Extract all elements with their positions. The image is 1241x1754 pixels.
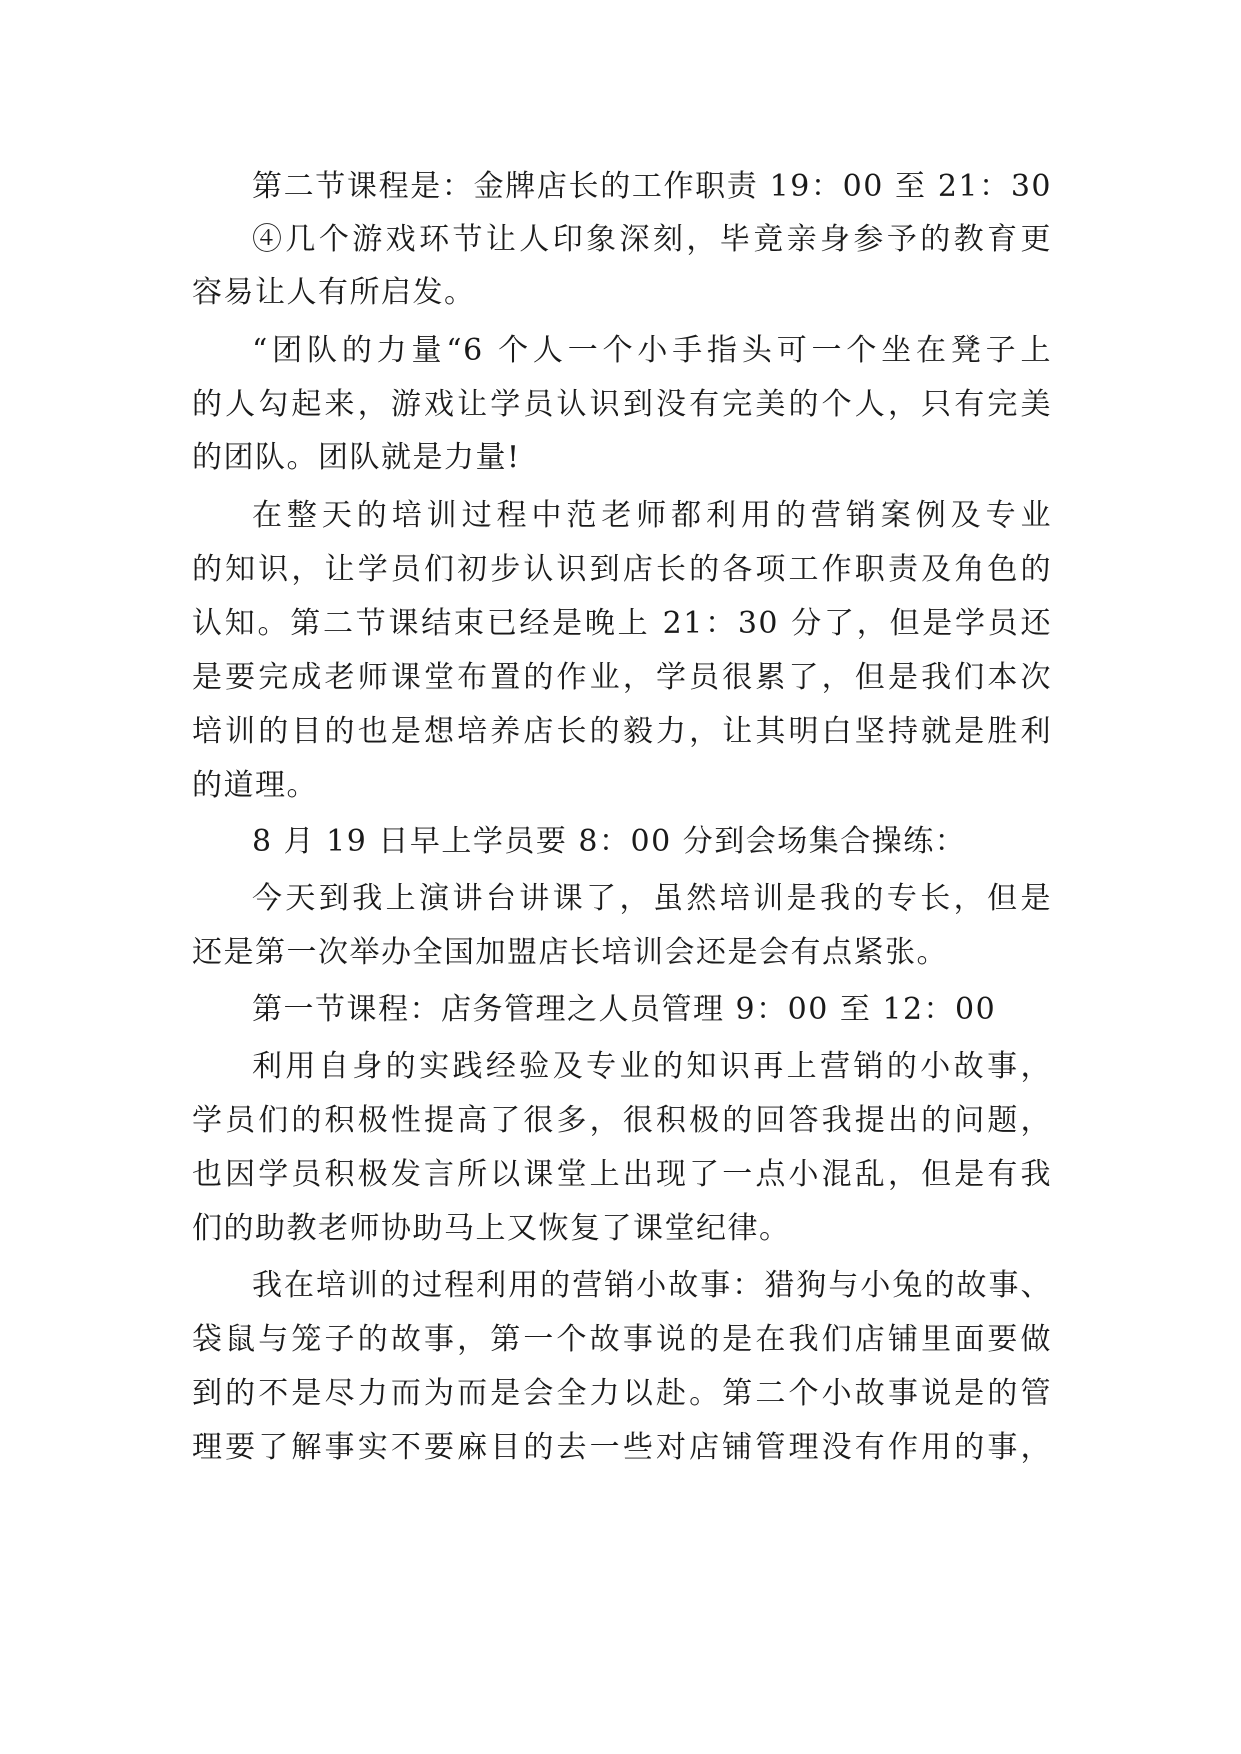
text-line: 理要了解事实不要麻目的去一些对店铺管理没有作用的事， (192, 1430, 1052, 1465)
text-line: 到的不是尽力而为而是会全力以赴。第二个小故事说是的管 (192, 1376, 1052, 1411)
text-line: ④几个游戏环节让人印象深刻，毕竟亲身参予的教育更 (252, 222, 1052, 257)
text-line: 第一节课程：店务管理之人员管理 9：00 至 12：00 (252, 992, 997, 1027)
text-line: 我在培训的过程利用的营销小故事：猎狗与小兔的故事、 (252, 1268, 1052, 1303)
text-line: 学员们的积极性提高了很多，很积极的回答我提出的问题， (192, 1103, 1052, 1138)
text-line: 们的助教老师协助马上又恢复了课堂纪律。 (192, 1211, 791, 1246)
text-line: 是要完成老师课堂布置的作业，学员很累了，但是我们本次 (192, 660, 1052, 695)
text-line: 的团队。团队就是力量! (192, 440, 521, 475)
text-line: 在整天的培训过程中范老师都利用的营销案例及专业 (252, 498, 1052, 533)
text-line: 培训的目的也是想培养店长的毅力，让其明白坚持就是胜利 (192, 714, 1052, 749)
text-line: 第二节课程是：金牌店长的工作职责 19：00 至 21：30 (252, 169, 1052, 204)
text-line: 认知。第二节课结束已经是晚上 21：30 分了，但是学员还 (192, 606, 1052, 641)
text-line: 的人勾起来，游戏让学员认识到没有完美的个人，只有完美 (192, 387, 1052, 422)
text-line: 袋鼠与笼子的故事，第一个故事说的是在我们店铺里面要做 (192, 1322, 1052, 1357)
text-line: 今天到我上演讲台讲课了，虽然培训是我的专长，但是 (252, 881, 1052, 916)
text-line: 利用自身的实践经验及专业的知识再上营销的小故事， (252, 1049, 1052, 1084)
text-line: 8 月 19 日早上学员要 8：00 分到会场集合操练： (252, 824, 967, 859)
text-line: 的知识，让学员们初步认识到店长的各项工作职责及角色的 (192, 552, 1052, 587)
text-line: 容易让人有所启发。 (192, 275, 476, 310)
text-line: “团队的力量“6 个人一个小手指头可一个坐在凳子上 (252, 333, 1052, 368)
text-line: 的道理。 (192, 768, 318, 803)
text-line: 也因学员积极发言所以课堂上出现了一点小混乱，但是有我 (192, 1157, 1052, 1192)
text-line: 还是第一次举办全国加盟店长培训会还是会有点紧张。 (192, 935, 948, 970)
